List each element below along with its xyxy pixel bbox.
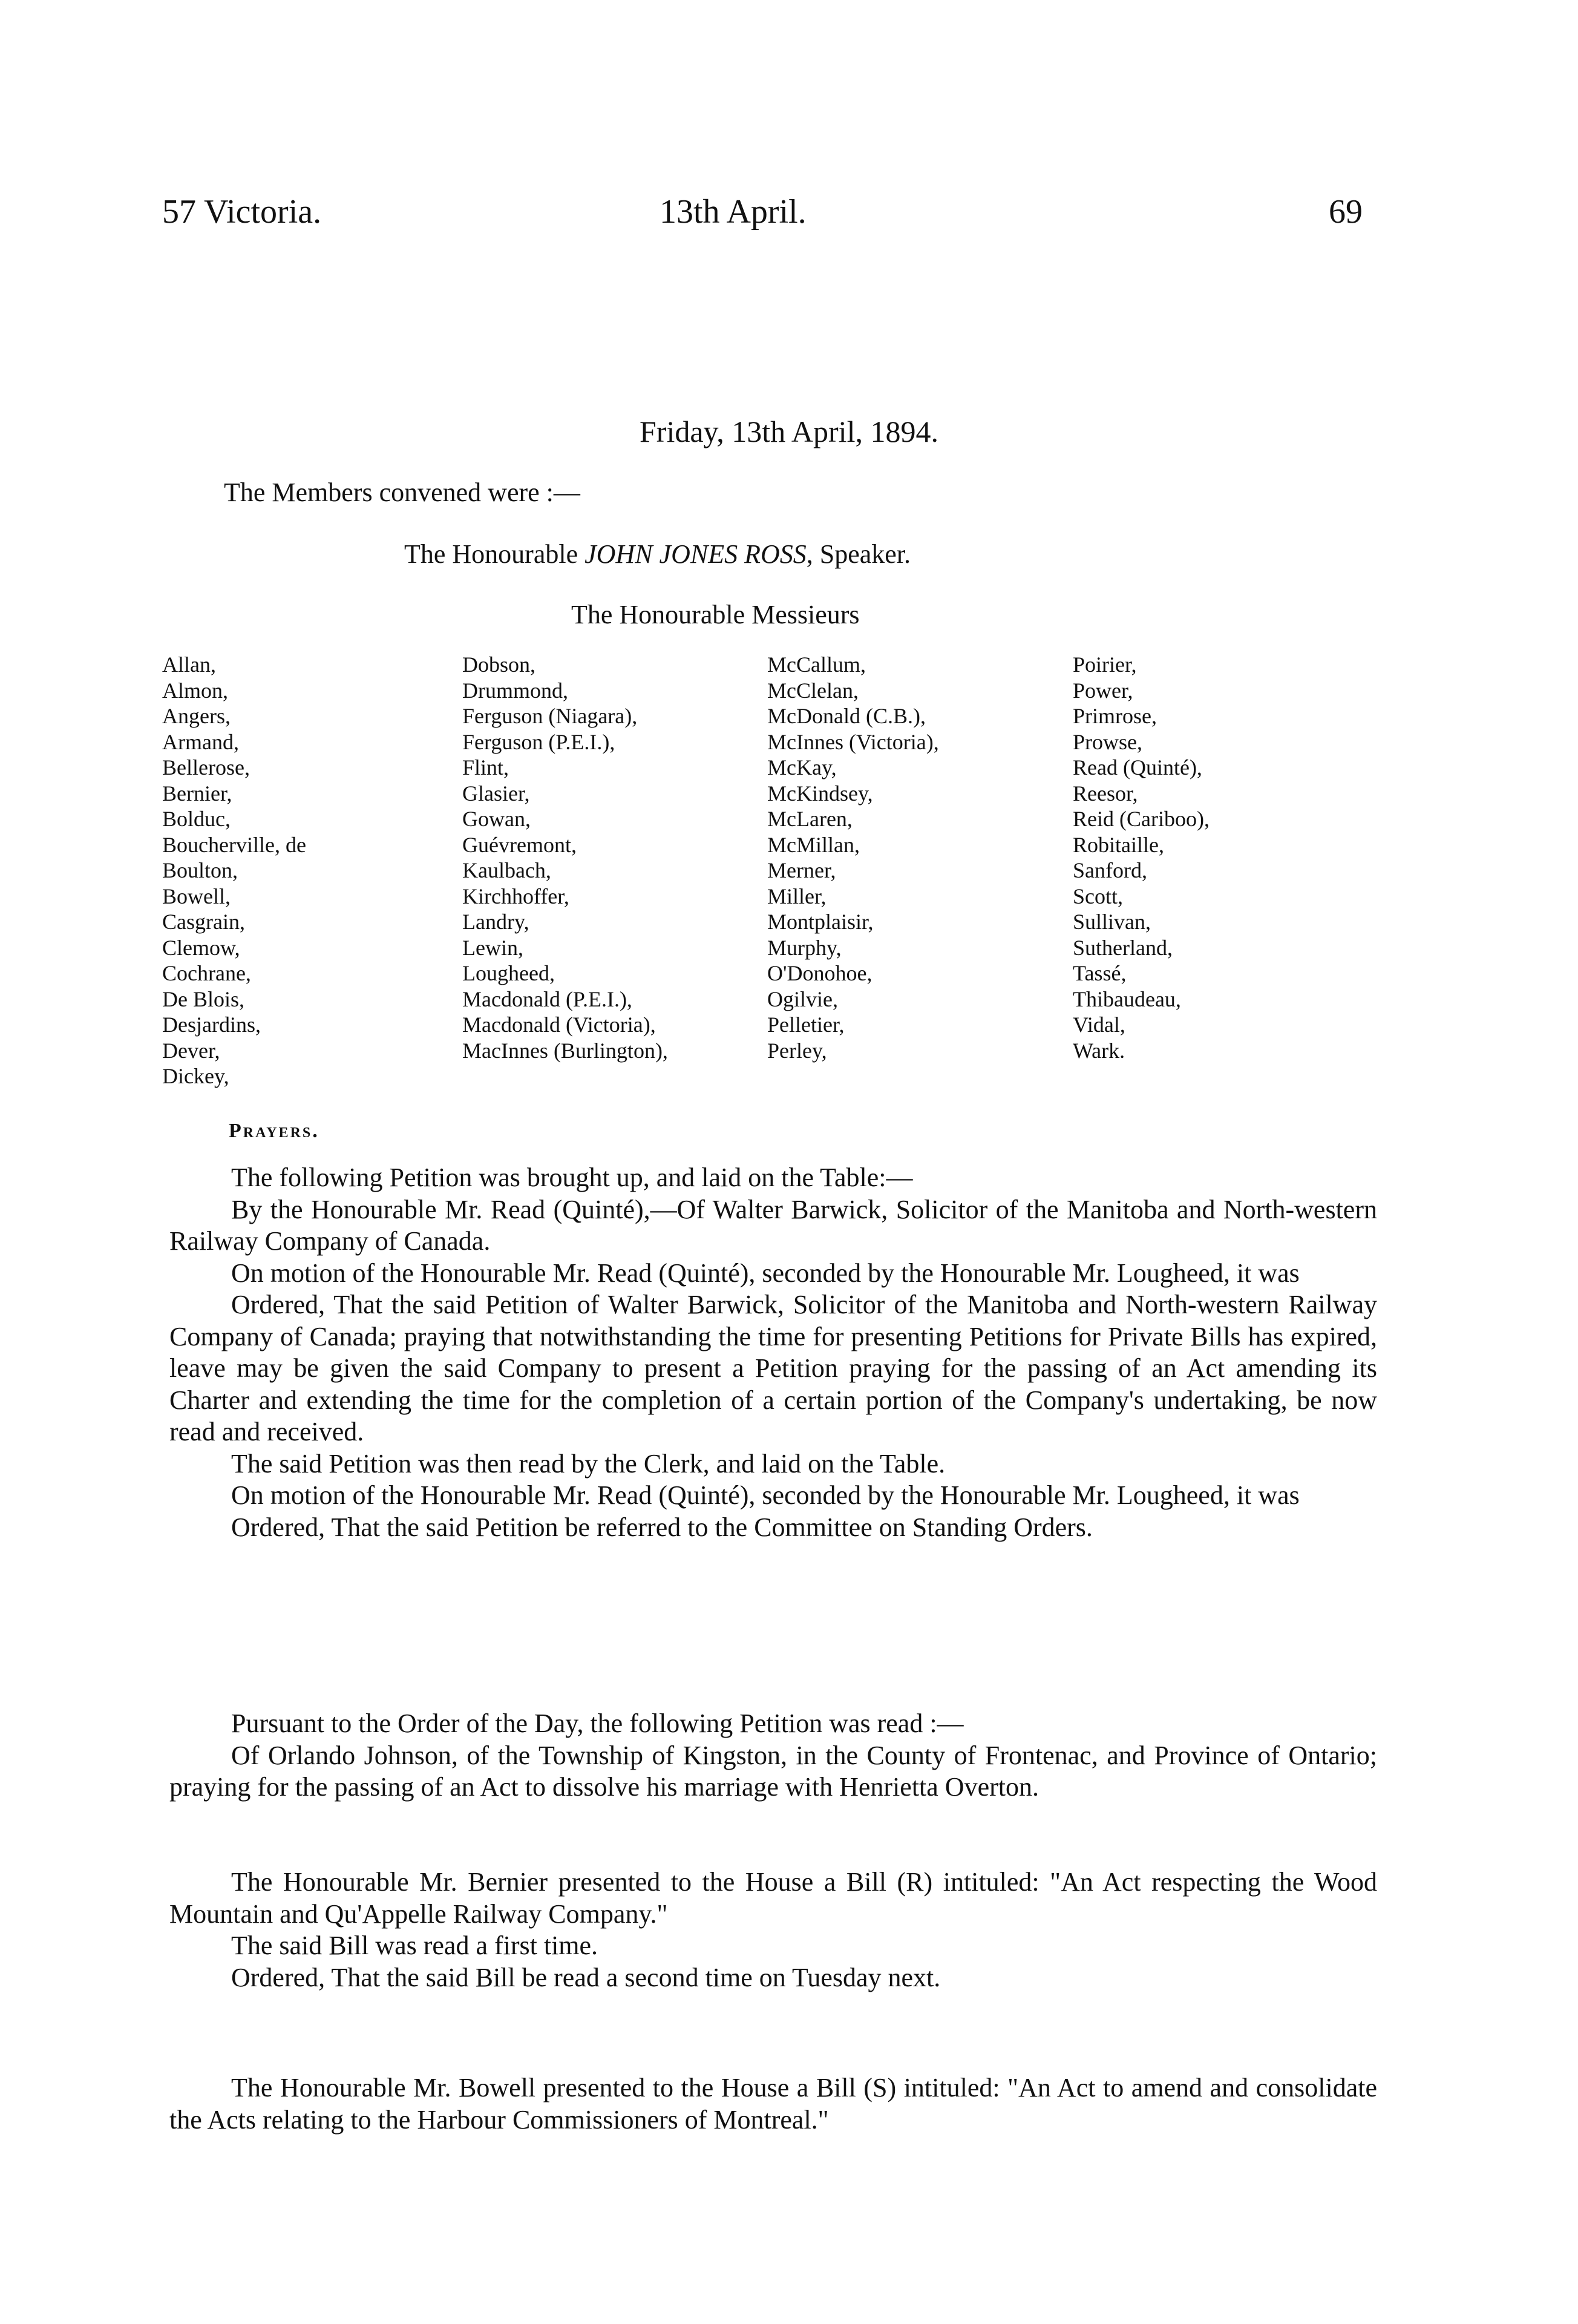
- prayers-heading: Prayers.: [229, 1120, 319, 1142]
- member-name: Primrose,: [1073, 704, 1157, 728]
- member-name: McKindsey,: [767, 781, 873, 806]
- petition-barwick-block: [169, 1162, 1377, 1543]
- member-name: Kaulbach,: [462, 858, 551, 882]
- member-name: Dobson,: [462, 652, 536, 677]
- member-name: Macdonald (Victoria),: [462, 1013, 656, 1037]
- member-name: McLaren,: [767, 807, 853, 831]
- member-name: Lewin,: [462, 935, 523, 960]
- member-name: Casgrain,: [162, 910, 245, 934]
- member-name: Guévremont,: [462, 832, 577, 857]
- members-column-1: [162, 652, 306, 1089]
- members-column-2: [462, 652, 668, 1063]
- paragraph: Of Orlando Johnson, of the Township of Kingston, in the County of Frontenac, and Province of Ontario; praying for the passing of an Act to dissolve his marriage with Henrietta Overton.: [169, 1740, 1377, 1802]
- member-name: Perley,: [767, 1038, 827, 1063]
- speaker-prefix: The Honourable: [404, 539, 578, 569]
- paragraph: Pursuant to the Order of the Day, the following Petition was read :—: [231, 1709, 964, 1738]
- member-name: Cochrane,: [162, 961, 251, 985]
- member-name: Landry,: [462, 910, 529, 934]
- member-name: Boulton,: [162, 858, 238, 882]
- session-label: 57 Victoria.: [162, 193, 322, 231]
- messieurs-heading: The Honourable Messieurs: [571, 600, 860, 629]
- member-name: Tassé,: [1073, 961, 1127, 985]
- member-name: Read (Quinté),: [1073, 755, 1202, 780]
- paragraph: On motion of the Honourable Mr. Read (Quinté), seconded by the Honourable Mr. Lougheed, it was: [231, 1480, 1300, 1510]
- paragraph: On motion of the Honourable Mr. Read (Quinté), seconded by the Honourable Mr. Lougheed, it was: [231, 1258, 1300, 1288]
- sitting-date-heading: Friday, 13th April, 1894.: [640, 415, 938, 448]
- member-name: McMillan,: [767, 832, 860, 857]
- member-name: Sutherland,: [1073, 935, 1173, 960]
- paragraph: Ordered, That the said Petition of Walter Barwick, Solicitor of the Manitoba and North-western Railway Company of Canada; praying that notwithstanding the time for presenting Petitions for Private Bills has expired, leave may be given the said Company to present a Petition praying for the passing of an Act amending its Charter and extending the time for the completion of a certain portion of the Company's undertaking, be now read and received.: [169, 1290, 1377, 1446]
- bill-r-block: [169, 1866, 1377, 1994]
- speaker-name: JOHN JONES ROSS: [584, 539, 807, 569]
- running-head: [0, 192, 1578, 241]
- member-name: Ogilvie,: [767, 986, 838, 1011]
- member-name: Angers,: [162, 704, 231, 728]
- member-name: Gowan,: [462, 807, 531, 831]
- members-column-3: [767, 652, 939, 1063]
- member-name: Thibaudeau,: [1073, 986, 1181, 1011]
- paragraph: Ordered, That the said Bill be read a second time on Tuesday next.: [231, 1962, 941, 1992]
- member-name: Kirchhoffer,: [462, 884, 569, 908]
- member-name: Robitaille,: [1073, 832, 1164, 857]
- paragraph: The Honourable Mr. Bernier presented to the House a Bill (R) intituled: "An Act respecting the Wood Mountain and Qu'Appelle Railway Company.": [169, 1867, 1377, 1929]
- member-name: Ferguson (Niagara),: [462, 704, 638, 728]
- member-name: Sanford,: [1073, 858, 1147, 882]
- members-column-4: [1073, 652, 1210, 1063]
- paragraph: The said Bill was read a first time.: [231, 1931, 598, 1960]
- paragraph: Ordered, That the said Petition be referred to the Committee on Standing Orders.: [231, 1512, 1093, 1542]
- paragraph: The said Petition was then read by the Clerk, and laid on the Table.: [231, 1448, 946, 1479]
- member-name: Ferguson (P.E.I.),: [462, 729, 615, 754]
- member-name: Armand,: [162, 729, 239, 754]
- member-name: MacInnes (Burlington),: [462, 1038, 668, 1063]
- paragraph: The Honourable Mr. Bowell presented to the House a Bill (S) intituled: "An Act to amend and consolidate the Acts relating to the Harbour Commissioners of Montreal.": [169, 2073, 1377, 2135]
- member-name: Clemow,: [162, 935, 240, 960]
- member-name: McClelan,: [767, 678, 859, 703]
- speaker-suffix: , Speaker.: [806, 539, 911, 569]
- petition-johnson-block: [169, 1708, 1377, 1804]
- member-name: McCallum,: [767, 652, 866, 677]
- member-name: Miller,: [767, 884, 827, 908]
- member-name: McKay,: [767, 755, 837, 780]
- member-name: Vidal,: [1073, 1013, 1125, 1037]
- member-name: Allan,: [162, 652, 216, 677]
- member-name: Pelletier,: [767, 1013, 845, 1037]
- member-name: Montplaisir,: [767, 910, 874, 934]
- speaker-line: [404, 539, 911, 570]
- member-name: Reid (Cariboo),: [1073, 807, 1210, 831]
- page-number: 69: [1329, 193, 1363, 231]
- paragraph: The following Petition was brought up, and laid on the Table:—: [231, 1163, 913, 1192]
- member-name: McInnes (Victoria),: [767, 729, 939, 754]
- member-name: Poirier,: [1073, 652, 1137, 677]
- member-name: Merner,: [767, 858, 836, 882]
- paragraph: By the Honourable Mr. Read (Quinté),—Of Walter Barwick, Solicitor of the Manitoba and North-western Railway Company of Canada.: [169, 1194, 1377, 1256]
- member-name: Prowse,: [1073, 729, 1142, 754]
- member-name: Drummond,: [462, 678, 568, 703]
- member-name: De Blois,: [162, 986, 245, 1011]
- members-convened-line: The Members convened were :—: [224, 478, 580, 507]
- member-name: Bernier,: [162, 781, 232, 806]
- member-name: Almon,: [162, 678, 229, 703]
- bill-s-block: [169, 2072, 1377, 2136]
- member-name: Boucherville, de: [162, 832, 306, 857]
- member-name: Power,: [1073, 678, 1133, 703]
- member-name: Wark.: [1073, 1038, 1125, 1063]
- member-name: O'Donohoe,: [767, 961, 872, 985]
- member-name: Bowell,: [162, 884, 231, 908]
- member-name: Dickey,: [162, 1064, 229, 1088]
- member-name: Murphy,: [767, 935, 842, 960]
- member-name: Reesor,: [1073, 781, 1138, 806]
- member-name: Bolduc,: [162, 807, 231, 831]
- member-name: Bellerose,: [162, 755, 250, 780]
- member-name: Lougheed,: [462, 961, 555, 985]
- member-name: Sullivan,: [1073, 910, 1151, 934]
- member-name: Flint,: [462, 755, 509, 780]
- member-name: McDonald (C.B.),: [767, 704, 926, 728]
- member-name: Desjardins,: [162, 1013, 261, 1037]
- member-name: Macdonald (P.E.I.),: [462, 986, 632, 1011]
- running-date: 13th April.: [660, 193, 807, 231]
- member-name: Dever,: [162, 1038, 220, 1063]
- member-name: Glasier,: [462, 781, 530, 806]
- member-name: Scott,: [1073, 884, 1124, 908]
